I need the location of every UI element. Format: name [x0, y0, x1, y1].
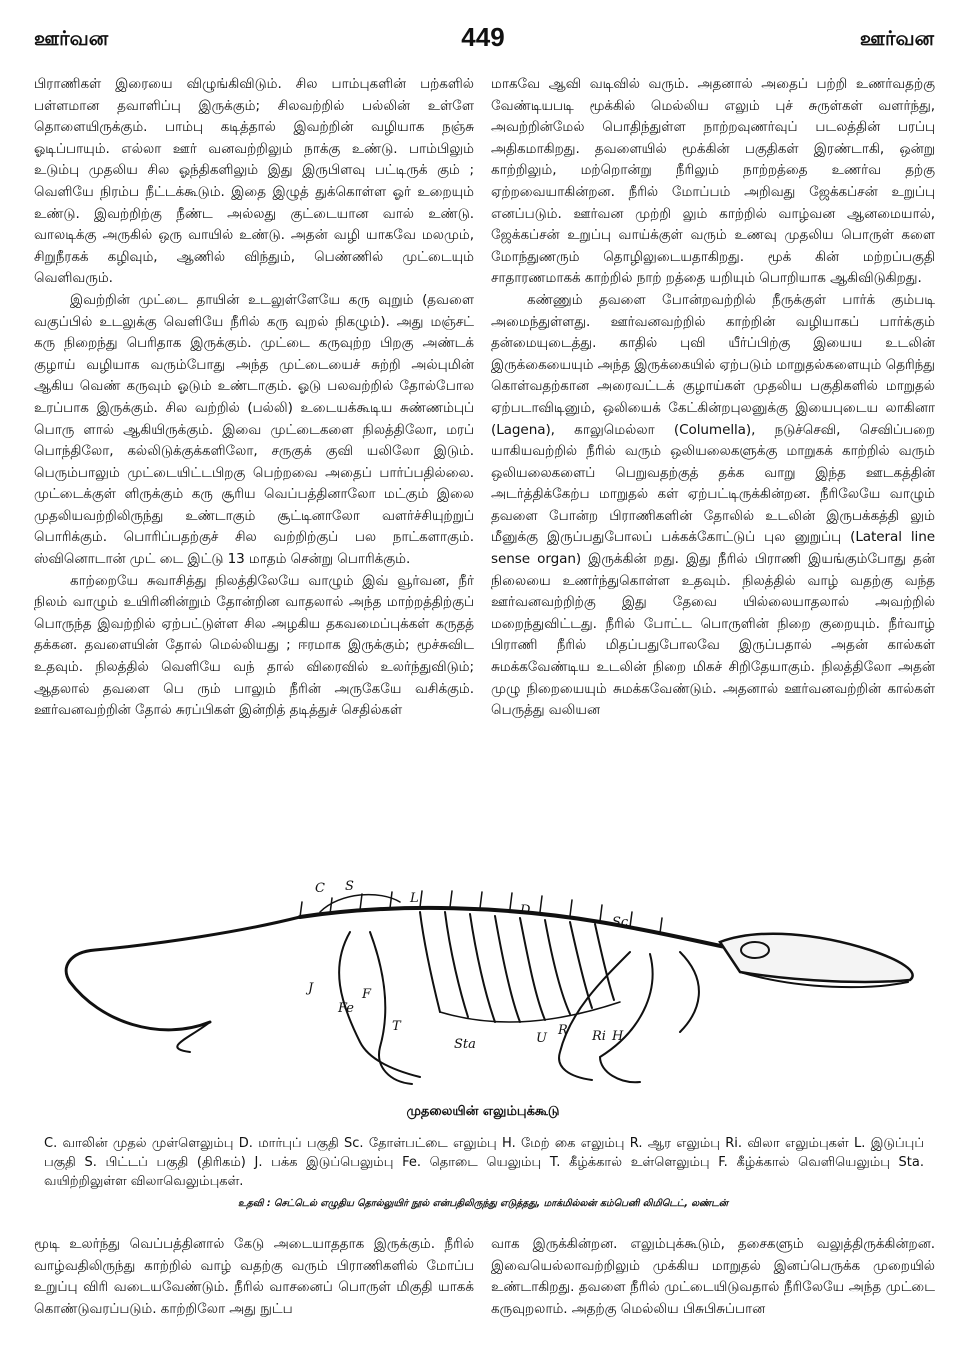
figure-label: J	[308, 981, 314, 996]
paragraph: காற்றையே சுவாசித்து நிலத்திலேயே வாழும் இவ் வூர்வன, நீர் நிலம் வாழும் உயிரினின்றும் தோன்றின வாதலால் அந்த மாற்றத்திற்குப் பொருந்த இவற்றில் ஏற்பட்டுள்ள சில அழகிய தகவமைப்புக்கள் கருதத் தக்கன. தவளையின் தோல் மெல்லியது ; ஈரமாக இருக்கும்; மூச்சுவிட உதவும். நிலத்தில் வெளியே வந் தால் விரைவில் உலர்ந்துவிடும்; ஆதலால் தவளை பெ ரும் பாலும் நீரின் அருகேயே வசிக்கும். ஊர்வனவற்றின் தோல் சுரப்பிகள் இன்றித் தடித்துச் செதில்கள்	[34, 572, 474, 719]
figure-label: H	[612, 1029, 624, 1044]
text-column-bottom-right	[491, 1234, 935, 1320]
paragraph: இவற்றின் முட்டை தாயின் உடலுள்ளேயே கரு வுறும் (தவளை வகுப்பில் உடலுக்கு வெளியே நீரில் கரு வுறல் நிகழும்). அது மஞ்சட் கரு நிறைந்து பெரிதாக இருக்கும். முட்டை கருவுற்ற பிறகு அண்டக் குழாய் வழியாக வரும்போது அந்த முட்டையைச் சுற்றி அல்புமின் ஆகிய வெண் கருவும் ஓடும் உண்டாகும். ஓடு பலவற்றில் தோல்போல உரப்பாக இருக்கும். சில வற்றில் (பல்லி) உடையக்கூடிய சுண்ணம்புப் பொரு ளால் ஆகியிருக்கும். இவை முட்டைகளை நிலத்திலோ, மரப் பொந்திலோ, கல்லிடுக்குக்களிலோ, சருகுக் குவி யலிலோ இடும். பெரும்பாலும் முட்டையிட்டபிறகு பெற்றவை அதைப் பார்ப்பதில்லை. முட்டைக்குள் ளிருக்கும் கரு சூரிய வெப்பத்தினாலோ மட்கும் இலை முதலியவற்றிலிருந்து உண்டாகும் சூட்டினாலோ வளர்ச்சியுற்றுப் பொரிக்கும். பொரிப்பதற்குச் சில வற்றிற்குப் பல நாட்களாகும். ஸ்வினொடான் முட் டை இட்டு 13 மாதம் சென்று பொரிக்கும்.	[34, 291, 474, 568]
figure-label: Ri	[592, 1029, 606, 1044]
paragraph: மாகவே ஆவி வடிவில் வரும். அதனால் அதைப் பற்றி உணர்வதற்கு வேண்டியபடி மூக்கில் மெல்லிய எலும் புச் சுருள்கள் வளர்ந்து, அவற்றின்மேல் பொதிந்துள்ள நாற்றவுணர்வுப் படலத்தின் பரப்பு அதிகமாகிறது. தவளையில் மூக்கின் பகுதிகள் இரண்டாகி, ஒன்று காற்றிலும், மற்றொன்று நீரிலும் நாற்றத்தை உணர்வ தற்கு ஏற்றவையாகின்றன. நீரில் மோப்பம் அறிவது ஜேக்கப்சன் உறுப்பு எனப்படும். ஊர்வன முற்றி லும் காற்றில் வாழ்வன ஆனமையால், ஜேக்கப்சன் உறுப்பு வாய்க்குள் வரும் உணவு முதலிய பொருள் களை மோந்துணரும் தொழிலுடையதாகிறது. மூக் கின் மற்றப்பகுதி சாதாரணமாகக் காற்றில் நாற் றத்தை யறியும் பொறியாக ஆகிவிடுகிறது.	[491, 76, 935, 287]
text-column-right	[491, 74, 935, 722]
paragraph: வாக இருக்கின்றன. எலும்புக்கூடும், தசைகளும் வலுத்திருக்கின்றன. இவையெல்லாவற்றிலும் முக்கிய மாறுதல் இனப்பெருக்க முறையில் உண்டாகிறது. தவளை நீரில் முட்டையிடுவதால் நீரிலேயே அந்த முட்டை கருவுறலாம். அதற்கு மெல்லிய பிசுபிசுப்பான	[491, 1236, 935, 1317]
figure-label: D	[520, 903, 531, 918]
figure-label: Sc	[612, 915, 629, 930]
page-number: 449	[461, 22, 505, 52]
paragraph: கண்ணும் தவளை போன்றவற்றில் நீருக்குள் பார்க் கும்படி அமைந்துள்ளது. ஊர்வனவற்றில் காற்றின் வழியாகப் பார்க்கும் தன்மையுடைத்து. காதில் புவி யீர்ப்பிற்கு இயைய உடலின் இருக்கையையும் அந்த இருக்கையில் ஏற்படும் மாறுதல்களையும் தெரிந்து கொள்வதற்கான அரைவட்டக் குழாய்கள் முதலிய பகுதிகளில் மாறுதல் ஏற்படாவிடினும், ஒலியைக் கேட்கின்றபுலனுக்கு இயைபுடைய லாகினா (Lagena), காலுமெல்லா (Columella), நடுச்செவி, செவிப்பறை யாகியவற்றில் நீரில் வரும் ஒலியலைகளுக்கு மாறுகக் காற்றில் வரும் ஒலியலைகளைப் பெறுவதற்குத் தக்க வாறு இந்த ஊடகத்தின் அடர்த்திக்கேற்ப மாறுதல் கள் ஏற்பட்டிருக்கின்றன. நீரிலேயே வாழும் தவளை போன்ற பிராணிகளின் தோலில் உடலின் இருபக்கத்தி லும் மீனுக்கு இருப்பதுபோலப் பக்கக்கோட்டுப் புல னுறுப்பு (Lateral line sense organ) இருக்கின் றது. இது நீரில் பிராணி இயங்கும்போது தன் நிலையை உணர்ந்துகொள்ள உதவும். நிலத்தில் வாழ் வதற்கு வந்த ஊர்வனவற்றிற்கு இது தேவை யில்லையாதலால் அவற்றில் மறைந்துவிட்டது. நீரில் போட்ட பொருளின் நிறை குறையும். நீர்வாழ் பிராணி நீரில் மிதப்பதுபோலவே இருப்பதால் அதன் கால்கள் சுமக்கவேண்டிய உடலின் நிறை மிகச் சிறிதேயாகும். நிலத்திலோ அதன் முழு நிறையையும் சுமக்கவேண்டும். அதனால் ஊர்வனவற்றின் கால்கள் பெருத்து வலியன	[491, 291, 935, 719]
figure-label: Sta	[454, 1037, 476, 1052]
running-head-right: ஊர்வன	[859, 26, 934, 50]
figure-credit: உதவி : செட்டெல் எழுதிய தொல்லுயிர் நூல் என்பதிலிருந்து எடுத்தது, மாக்மில்லன் கம்பெனி லிமிடெட், லண்டன்	[237, 1198, 728, 1209]
text-column-left	[34, 74, 474, 722]
figure-label: L	[410, 891, 419, 906]
figure-label: Fe	[338, 1001, 355, 1016]
figure-label: S	[345, 879, 354, 894]
figure-label: F	[362, 987, 372, 1002]
figure-legend: C. வாலின் முதல் முள்ளெலும்பு D. மார்புப் பகுதி Sc. தோள்பட்டை எலும்பு H. மேற் கை எலும்பு R. ஆர எலும்பு Ri. விலா எலும்புகள் L. இடுப்புப் பகுதி S. பிட்டப் பகுதி (திரிகம்) J. பக்க இடுப்பெலும்பு Fe. தொடை யெலும்பு T. கீழ்க்கால் உள்ளெலும்பு F. கீழ்க்கால் வெளியெலும்பு Sta. வயிற்றிலுள்ள விலாவெலும்புகள்.	[44, 1136, 924, 1189]
figure-label: R	[558, 1023, 568, 1038]
running-head-left: ஊர்வன	[34, 26, 109, 50]
crocodile-skeleton-illustration	[40, 872, 926, 1096]
text-column-bottom-left	[34, 1234, 474, 1320]
figure-caption: முதலையின் எலும்புக்கூடு	[406, 1104, 560, 1119]
figure-label: T	[392, 1019, 401, 1034]
paragraph: மூடி உலர்ந்து வெப்பத்தினால் கேடு அடையாததாக இருக்கும். நீரில் வாழ்வதிலிருந்து காற்றில் வாழ் வதற்கு வரும் பிராணிகளில் மோப்ப உறுப்பு விரி வடையவேண்டும். நீரில் வாசனைப் பொருள் மிகுதி யாகக் கொண்டுவரப்படும். காற்றிலோ அது நுட்ப	[34, 1236, 474, 1317]
paragraph: பிராணிகள் இரையை விழுங்கிவிடும். சில பாம்புகளின் பற்களில் பள்ளமான தவாளிப்பு இருக்கும்; சிலவற்றில் பல்லின் உள்ளே தொளையிருக்கும். பாம்பு கடித்தால் இவற்றின் வழியாக நஞ்சு ஓடிப்பாயும். எல்லா ஊர் வனவற்றிலும் நாக்கு உண்டு. பாம்பிலும் உடும்பு முதலிய சில ஓந்திகளிலும் இது இருபிளவு பட்டிருக் கும் ; வெளியே நிரம்ப நீட்டக்கூடும். இதை இழுத் துக்கொள்ள ஓர் உறையும் உண்டு. இவற்றிற்கு நீண்ட அல்லது குட்டையான வால் உண்டு. வாலடிக்கு அருகில் ஒரு வாயில் உண்டு. அதன் வழி யாகவே மலமும், சிறுநீரகக் கழிவும், ஆணில் விந்தும், பெண்ணில் முட்டையும் வெளிவரும்.	[34, 76, 474, 287]
figure-label: C	[315, 881, 325, 896]
figure-label: U	[536, 1031, 547, 1046]
